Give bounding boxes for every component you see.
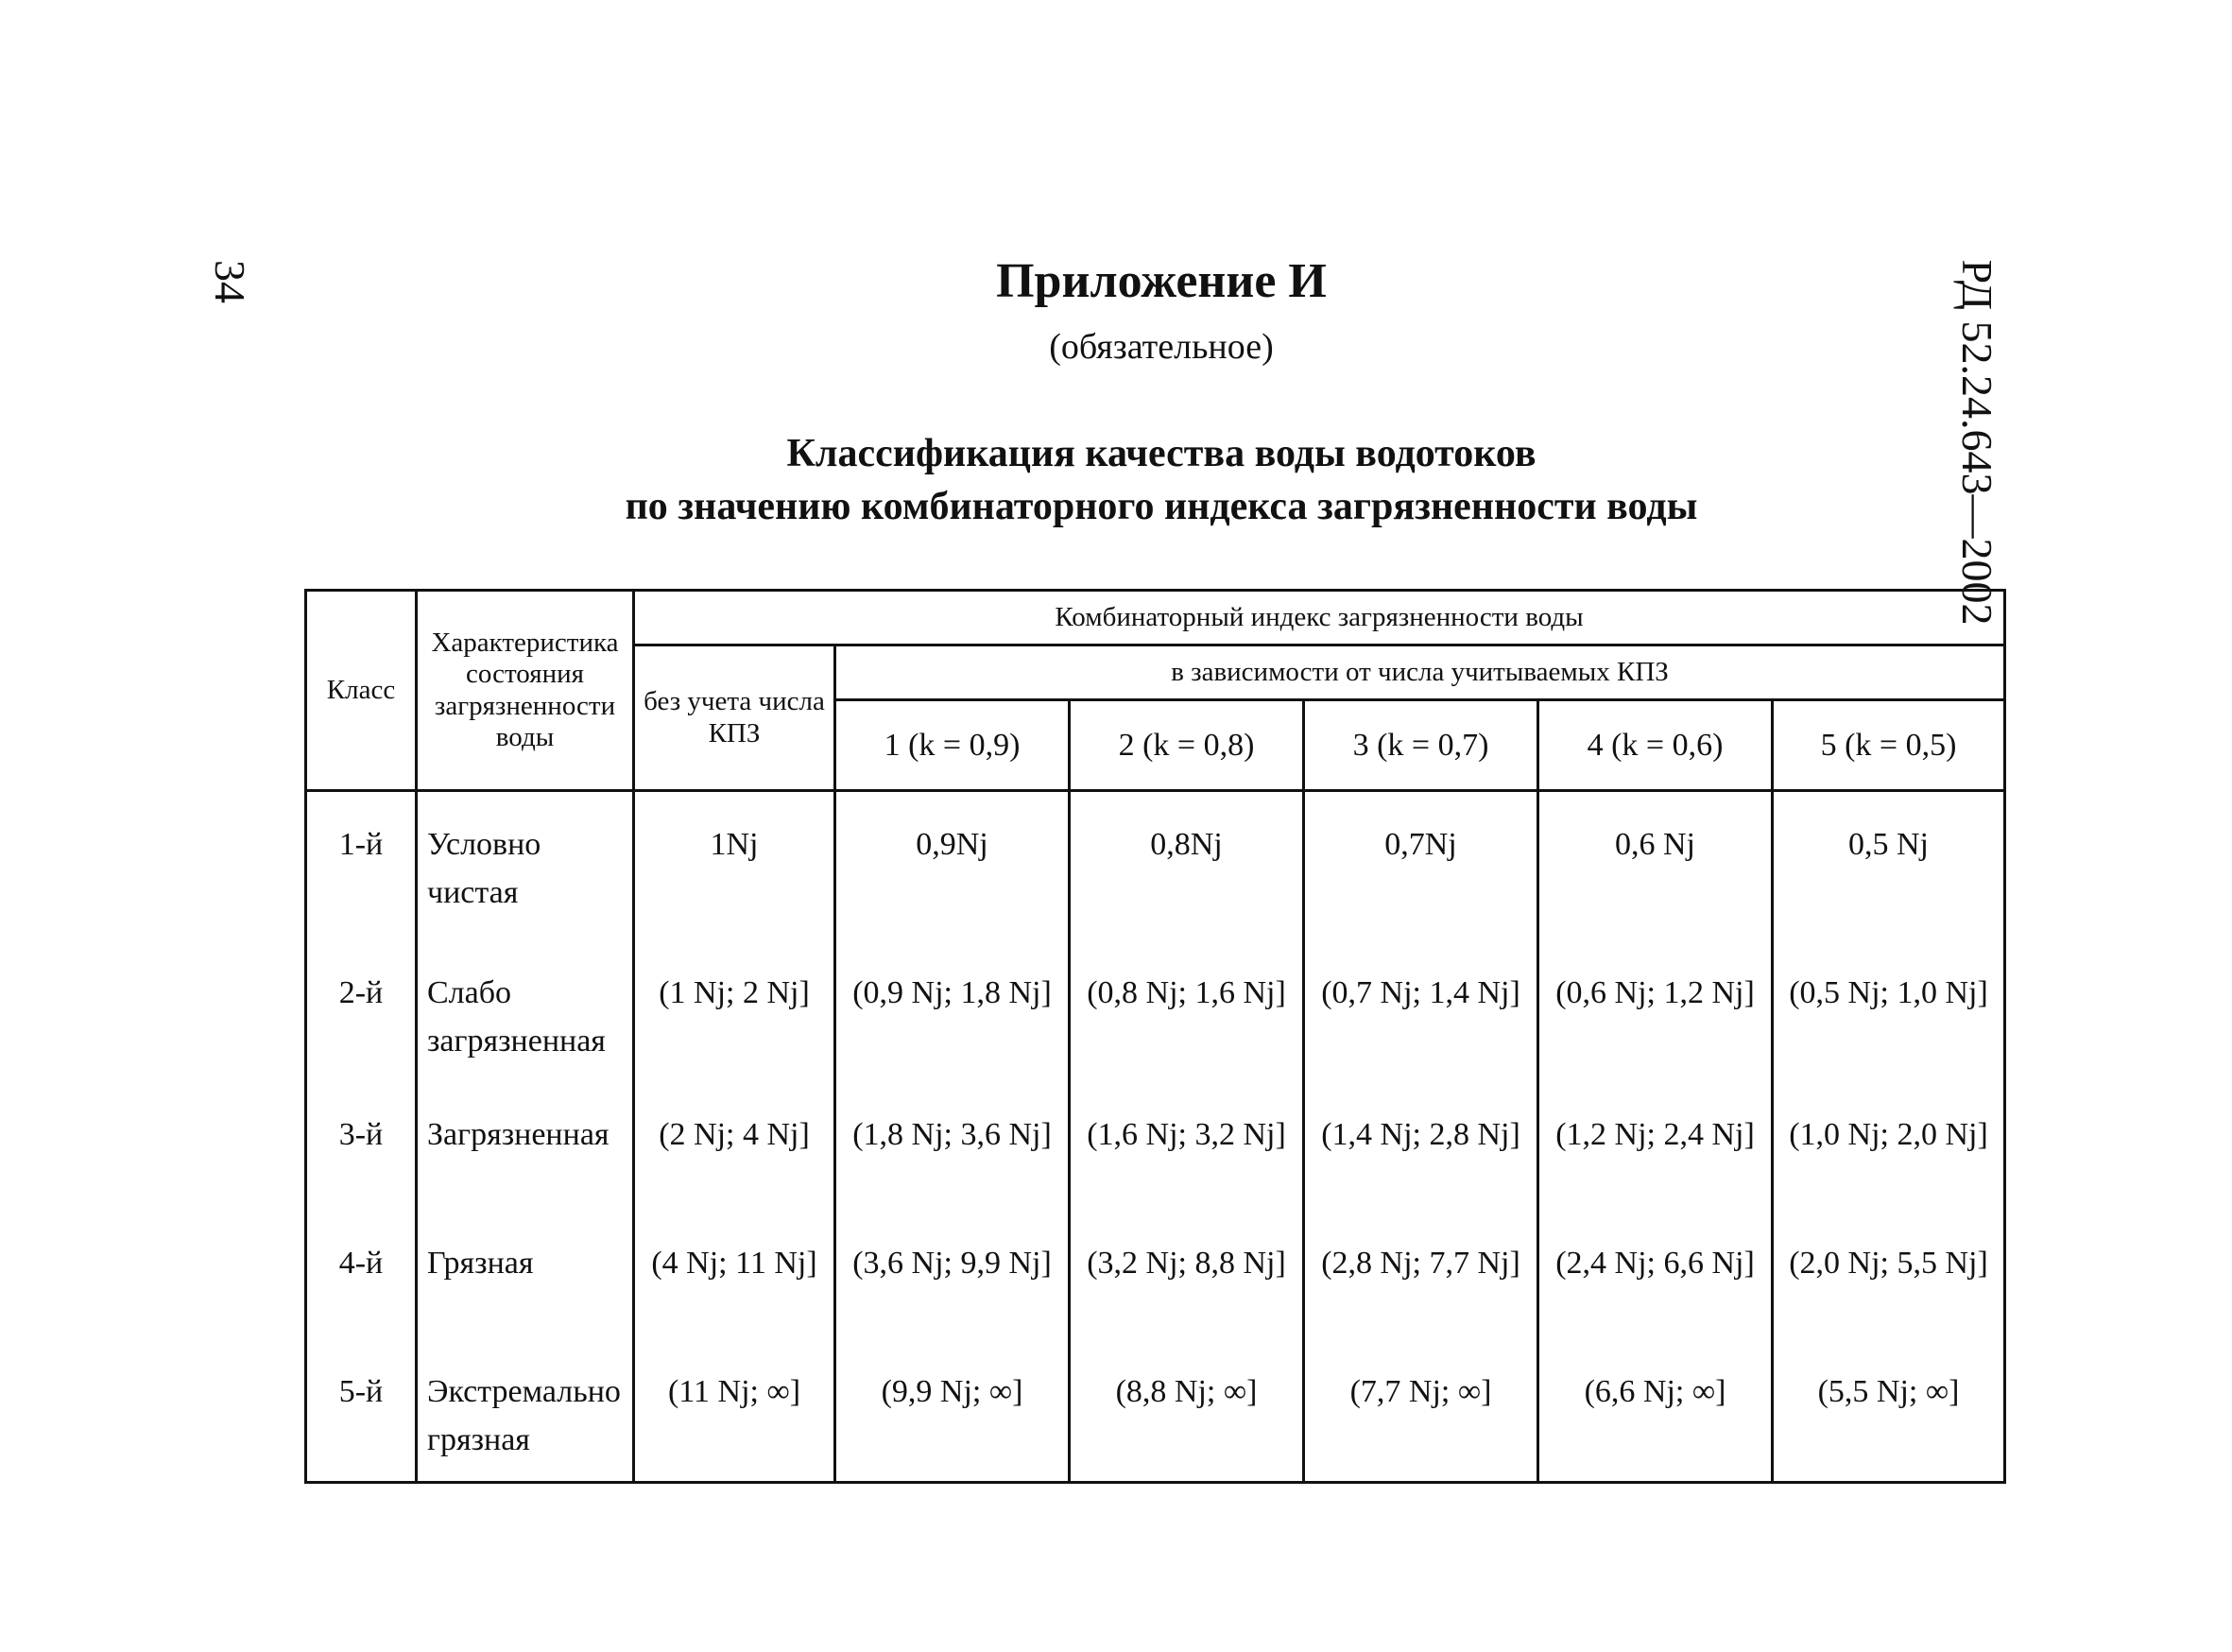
index-value-cell: (9,9 Nj; ∞] — [835, 1339, 1070, 1483]
index-value-cell: (0,9 Nj; 1,8 Nj] — [835, 940, 1070, 1082]
header-index-group: Комбинаторный индекс загрязненности воды — [634, 591, 2005, 645]
class-cell: 4-й — [306, 1211, 417, 1339]
index-value-cell: (0,8 Nj; 1,6 Nj] — [1070, 940, 1304, 1082]
class-cell: 5-й — [306, 1339, 417, 1483]
table-row — [306, 1082, 2005, 1211]
page-number: 34 — [206, 260, 254, 303]
header-by-count: в зависимости от числа учитываемых КПЗ — [835, 645, 2005, 700]
class-cell: 1-й — [306, 791, 417, 940]
table-heading — [0, 427, 2232, 533]
index-value-cell: 0,6 Nj — [1538, 791, 1773, 940]
index-value-cell: 0,7Nj — [1304, 791, 1538, 940]
state-cell: Экстремально грязная — [417, 1339, 634, 1483]
water-quality-table — [304, 589, 2006, 1484]
header-k-2: 2 (k = 0,8) — [1070, 700, 1304, 791]
index-value-cell: (5,5 Nj; ∞] — [1773, 1339, 2005, 1483]
index-value-cell: (2,0 Nj; 5,5 Nj] — [1773, 1211, 2005, 1339]
no-count-cell: (11 Nj; ∞] — [634, 1339, 835, 1483]
index-value-cell: (1,8 Nj; 3,6 Nj] — [835, 1082, 1070, 1211]
appendix-title: Приложение И — [996, 254, 1327, 308]
document-code: РД 52.24.643—2002 — [1953, 259, 2001, 626]
index-value-cell: 0,9Nj — [835, 791, 1070, 940]
state-cell: Слабо загрязненная — [417, 940, 634, 1082]
class-cell: 3-й — [306, 1082, 417, 1211]
state-cell: Загрязненная — [417, 1082, 634, 1211]
table-heading-line-1: Классификация качества воды водотоков — [786, 432, 1537, 475]
index-value-cell: 0,8Nj — [1070, 791, 1304, 940]
index-value-cell: (2,4 Nj; 6,6 Nj] — [1538, 1211, 1773, 1339]
header-k-3: 3 (k = 0,7) — [1304, 700, 1538, 791]
class-cell: 2-й — [306, 940, 417, 1082]
state-cell: Грязная — [417, 1211, 634, 1339]
index-value-cell: (1,4 Nj; 2,8 Nj] — [1304, 1082, 1538, 1211]
table-row — [306, 791, 2005, 940]
table-row — [306, 1211, 2005, 1339]
index-value-cell: (6,6 Nj; ∞] — [1538, 1339, 1773, 1483]
index-value-cell: (3,2 Nj; 8,8 Nj] — [1070, 1211, 1304, 1339]
no-count-cell: (2 Nj; 4 Nj] — [634, 1082, 835, 1211]
table-row — [306, 940, 2005, 1082]
appendix-subtitle: (обязательное) — [1049, 327, 1274, 367]
table-heading-line-2: по значению комбинаторного индекса загрязненности воды — [625, 485, 1698, 528]
header-k-5: 5 (k = 0,5) — [1773, 700, 2005, 791]
header-k-4: 4 (k = 0,6) — [1538, 700, 1773, 791]
index-value-cell: (1,6 Nj; 3,2 Nj] — [1070, 1082, 1304, 1211]
header-no-count: без учета числа КПЗ — [634, 645, 835, 791]
index-value-cell: (0,7 Nj; 1,4 Nj] — [1304, 940, 1538, 1082]
index-value-cell: 0,5 Nj — [1773, 791, 2005, 940]
index-value-cell: (1,2 Nj; 2,4 Nj] — [1538, 1082, 1773, 1211]
index-value-cell: (3,6 Nj; 9,9 Nj] — [835, 1211, 1070, 1339]
index-value-cell: (1,0 Nj; 2,0 Nj] — [1773, 1082, 2005, 1211]
no-count-cell: 1Nj — [634, 791, 835, 940]
index-value-cell: (0,5 Nj; 1,0 Nj] — [1773, 940, 2005, 1082]
table-row — [306, 1339, 2005, 1483]
index-value-cell: (8,8 Nj; ∞] — [1070, 1339, 1304, 1483]
index-value-cell: (0,6 Nj; 1,2 Nj] — [1538, 940, 1773, 1082]
state-cell: Условно чистая — [417, 791, 634, 940]
header-class: Класс — [306, 591, 417, 791]
no-count-cell: (4 Nj; 11 Nj] — [634, 1211, 835, 1339]
index-value-cell: (2,8 Nj; 7,7 Nj] — [1304, 1211, 1538, 1339]
header-k-1: 1 (k = 0,9) — [835, 700, 1070, 791]
header-state: Характеристика состояния загрязненности воды — [417, 591, 634, 791]
index-value-cell: (7,7 Nj; ∞] — [1304, 1339, 1538, 1483]
no-count-cell: (1 Nj; 2 Nj] — [634, 940, 835, 1082]
